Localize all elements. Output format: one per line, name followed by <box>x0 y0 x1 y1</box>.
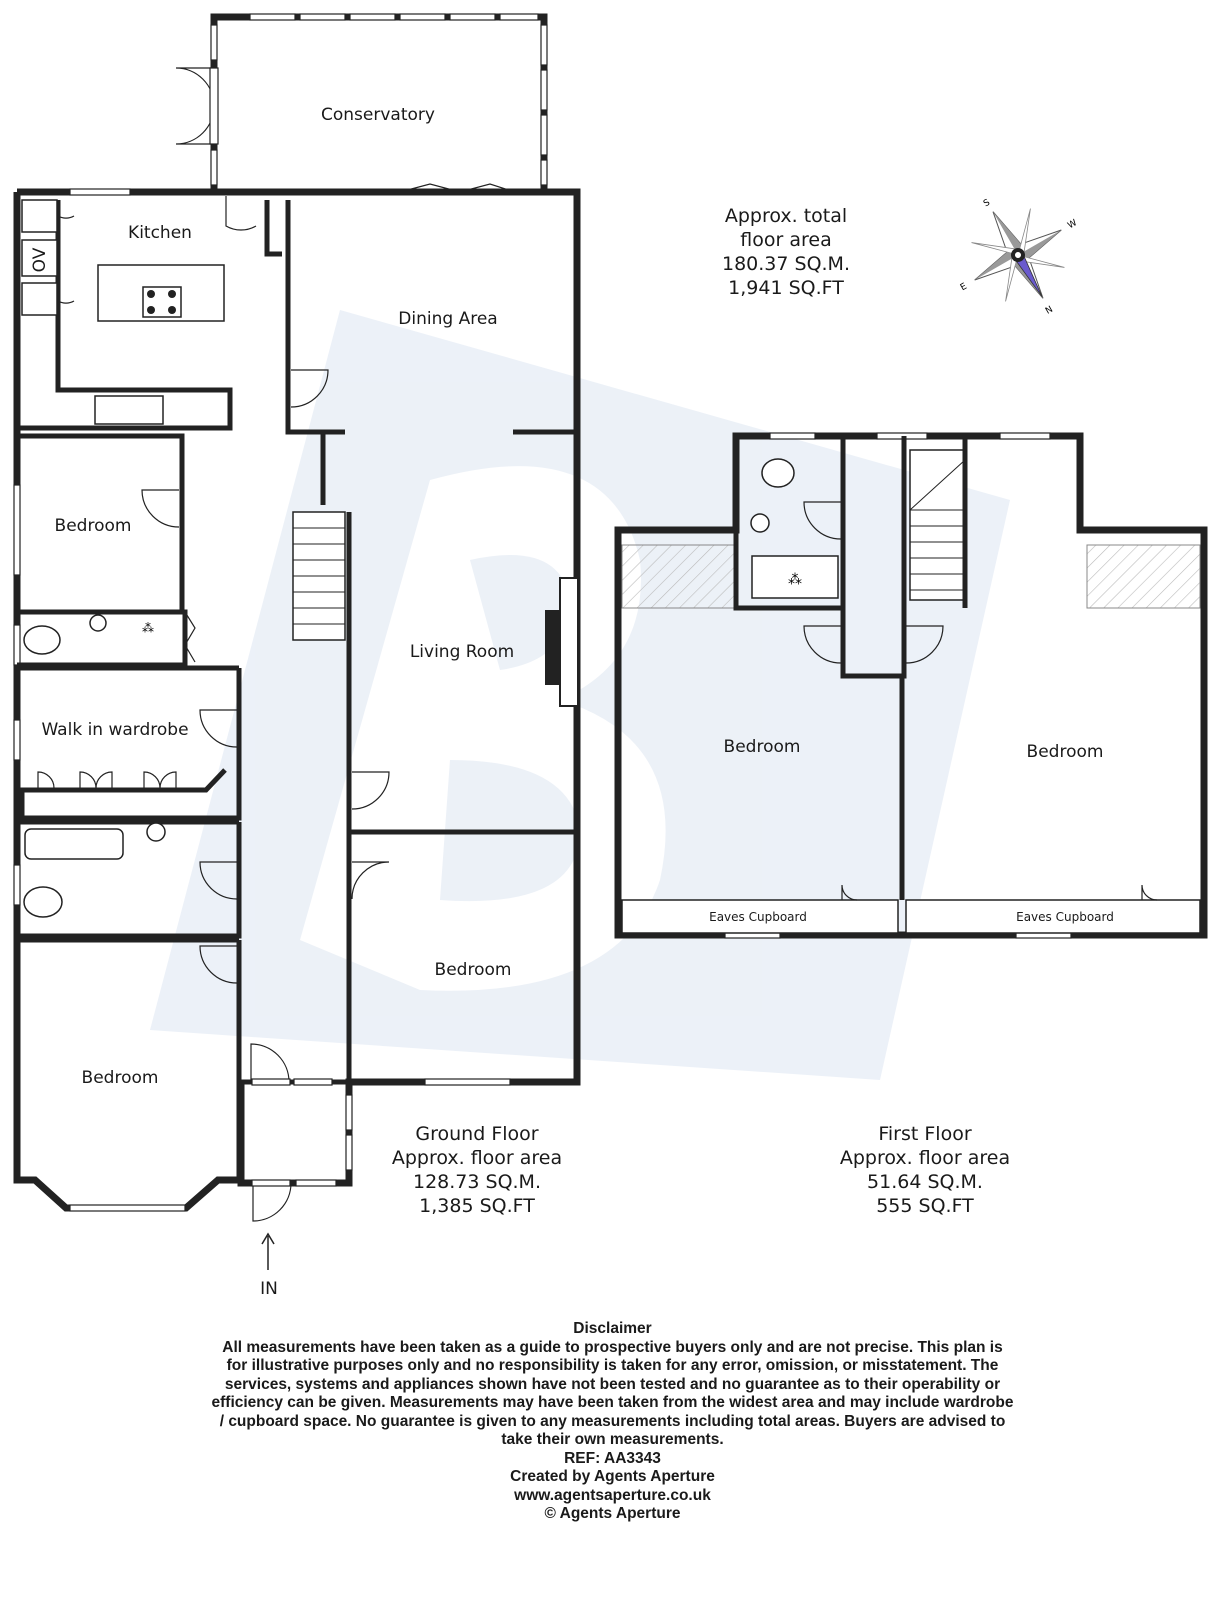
compass-south: S <box>982 197 992 210</box>
hob-ring <box>147 306 155 314</box>
disclaimer <box>150 1320 1075 1524</box>
door-frame <box>252 1180 290 1186</box>
window <box>770 433 815 439</box>
conservatory-door-1[interactable] <box>176 68 214 106</box>
ground-floor-sqm: 128.73 SQ.M. <box>412 1171 542 1193</box>
ground-floor-title: Ground Floor <box>415 1123 539 1145</box>
cupboard <box>22 200 57 232</box>
total-area-line2: floor area <box>740 229 832 251</box>
compass-east: E <box>958 281 969 294</box>
total-area-sqft: 1,941 SQ.FT <box>728 277 844 299</box>
basin-icon <box>147 823 165 841</box>
hob-ring <box>168 290 176 298</box>
total-area-sqm: 180.37 SQ.M. <box>721 253 851 275</box>
kitchen-door[interactable] <box>226 196 256 230</box>
window <box>300 14 345 20</box>
stairs <box>910 450 965 600</box>
conservatory-label: Conservatory <box>321 105 435 125</box>
eaves-left-label: Eaves Cupboard <box>709 910 807 924</box>
disclaimer-line: services, systems and appliances shown have not been tested and no guarantee as to their operability or <box>224 1375 1001 1393</box>
first-floor-sqft: 555 SQ.FT <box>876 1195 974 1217</box>
window <box>541 70 547 110</box>
window <box>14 865 20 905</box>
window <box>70 1205 185 1211</box>
fireplace-icon <box>545 610 560 685</box>
toilet-icon <box>24 626 60 654</box>
disclaimer-line: for illustrative purposes only and no responsibility is taken for any error, omission, or misstatement. The <box>226 1357 999 1374</box>
window <box>346 1095 352 1130</box>
window <box>350 14 395 20</box>
reference-number: REF: AA3343 <box>564 1449 661 1467</box>
window <box>296 1180 336 1186</box>
website-link[interactable]: www.agentsaperture.co.uk <box>514 1486 711 1504</box>
first-bedroom-left-label: Bedroom <box>723 737 801 757</box>
first-bedroom-right-label: Bedroom <box>1026 742 1104 762</box>
wardrobe-door-small[interactable] <box>38 772 54 788</box>
chimney-breast <box>560 578 578 706</box>
total-area-block <box>722 205 850 299</box>
oven-label: OV <box>30 247 50 273</box>
sink-icon <box>95 396 163 424</box>
window <box>425 1079 510 1085</box>
total-area-line1: Approx. total <box>724 205 848 227</box>
hob-ring <box>147 290 155 298</box>
bath-icon <box>25 829 123 859</box>
first-floor-sqm: 51.64 SQ.M. <box>867 1171 983 1193</box>
first-floor-title: First Floor <box>878 1123 972 1145</box>
window <box>294 1079 332 1085</box>
window <box>400 14 445 20</box>
window <box>1000 433 1050 439</box>
porch-inner-door[interactable] <box>251 1044 289 1082</box>
eaves-door[interactable] <box>1142 885 1157 900</box>
shower-icon: ⁂ <box>788 572 802 588</box>
cupboard <box>22 283 57 315</box>
ground-floor-sqft: 1,385 SQ.FT <box>419 1195 535 1217</box>
kitchen-wall <box>267 200 282 254</box>
compass-icon <box>928 165 1110 348</box>
door-frame <box>252 1079 290 1085</box>
window <box>541 25 547 65</box>
window <box>211 150 217 185</box>
disclaimer-line: All measurements have been taken as a guide to prospective buyers only and are not precise. This plan is <box>222 1338 1003 1356</box>
eaves-right-label: Eaves Cupboard <box>1016 910 1114 924</box>
shower-icon: ⁂ <box>142 621 154 635</box>
basin-icon <box>751 514 769 532</box>
window <box>14 720 20 760</box>
bedroom-3-label: Bedroom <box>81 1068 159 1088</box>
wardrobe-double-door[interactable] <box>80 772 112 788</box>
window <box>450 14 495 20</box>
conservatory-door-2[interactable] <box>176 106 214 144</box>
window <box>250 14 295 20</box>
window <box>541 115 547 155</box>
basin-icon <box>90 615 106 631</box>
dining-area-label: Dining Area <box>398 309 498 329</box>
disclaimer-line: efficiency can be given. Measurements may have been taken from the widest area and may include wardrobe <box>211 1394 1014 1411</box>
compass-west: W <box>1066 218 1079 232</box>
front-door[interactable] <box>253 1183 291 1221</box>
toilet-icon <box>24 887 62 917</box>
copyright: © Agents Aperture <box>544 1505 681 1522</box>
window <box>500 14 538 20</box>
hob-ring <box>168 306 176 314</box>
created-by: Created by Agents Aperture <box>510 1468 715 1485</box>
bedroom-1-label: Bedroom <box>54 516 132 536</box>
disclaimer-heading: Disclaimer <box>573 1320 652 1337</box>
disclaimer-line: take their own measurements. <box>501 1431 724 1448</box>
entrance-label: IN <box>260 1279 278 1299</box>
window <box>211 25 217 60</box>
eaves-hatch-right <box>1087 545 1200 608</box>
compass-north: N <box>1044 304 1055 317</box>
window <box>70 189 130 195</box>
window <box>14 485 20 575</box>
living-room-label: Living Room <box>409 642 515 662</box>
wardrobe-walls <box>17 668 239 818</box>
disclaimer-line: / cupboard space. No guarantee is given to any measurements including total areas. Buyers are advised to <box>219 1412 1006 1430</box>
door-frame <box>210 68 218 144</box>
kitchen-label: Kitchen <box>128 223 192 243</box>
window <box>14 625 20 665</box>
walk-in-wardrobe-label: Walk in wardrobe <box>41 720 189 740</box>
window <box>541 160 547 185</box>
eaves-hatch-left <box>622 545 736 608</box>
bedroom-2-label: Bedroom <box>434 960 512 980</box>
wardrobe-double-door[interactable] <box>144 772 176 788</box>
toilet-icon <box>762 459 794 487</box>
window <box>346 1135 352 1170</box>
bedroom-1-door[interactable] <box>142 490 179 527</box>
first-floor-subtitle: Approx. floor area <box>839 1147 1011 1169</box>
ground-floor-subtitle: Approx. floor area <box>391 1147 563 1169</box>
